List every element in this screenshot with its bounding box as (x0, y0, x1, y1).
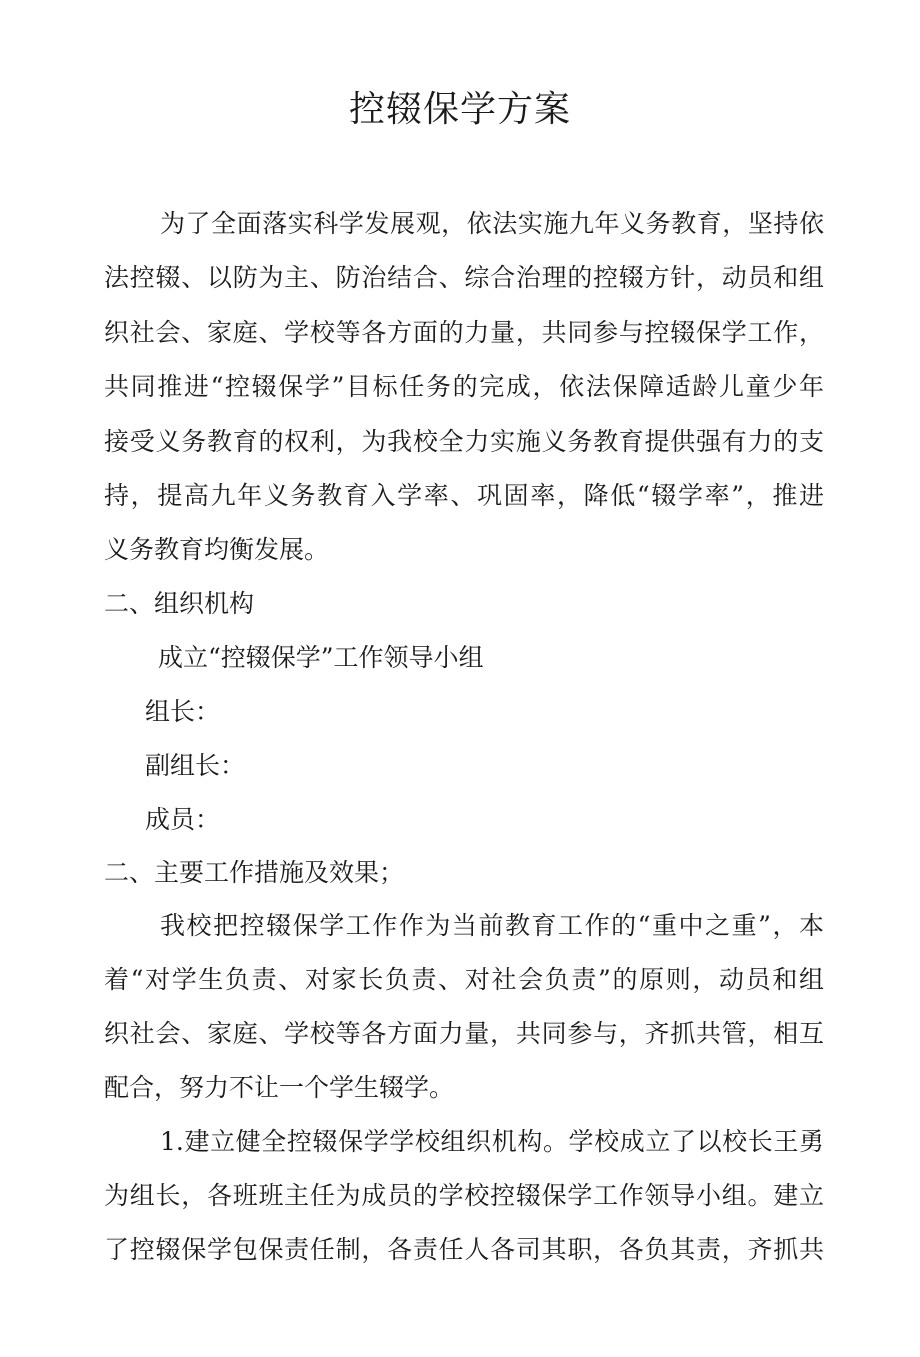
role-deputy-leader: 副组长： (145, 751, 246, 780)
measures-para1-line-1: 我校把控辍保学工作作为当前教育工作的“重中之重”，本 (160, 911, 824, 940)
intro-line-7: 义务教育均衡发展。 (104, 535, 330, 564)
section-org-item: 成立“控辍保学”工作领导小组 (158, 643, 484, 672)
intro-line-1: 为了全面落实科学发展观，依法实施九年义务教育，坚持依 (160, 209, 824, 238)
intro-line-2: 法控辍、以防为主、防治结合、综合治理的控辍方针，动员和组 (104, 263, 824, 292)
document-title: 控辍保学方案 (348, 89, 571, 130)
role-leader: 组长： (145, 697, 221, 726)
section-measures-heading: 二、主要工作措施及效果； (104, 858, 405, 887)
section-org-heading: 二、组织机构 (104, 589, 255, 618)
intro-line-3: 织社会、家庭、学校等各方面的力量，共同参与控辍保学工作， (104, 318, 824, 347)
measures-para1-line-2: 着“对学生负责、对家长负责、对社会负责”的原则，动员和组 (104, 965, 824, 994)
role-members: 成员： (145, 805, 221, 834)
intro-line-6: 持，提高九年义务教育入学率、巩固率，降低“辍学率”，推进 (104, 481, 824, 510)
measures-para1-line-3: 织社会、家庭、学校等各方面力量，共同参与，齐抓共管，相互 (104, 1019, 824, 1048)
intro-line-5: 接受义务教育的权利，为我校全力实施义务教育提供强有力的支 (104, 427, 824, 456)
measures-para2-line-2: 为组长，各班班主任为成员的学校控辍保学工作领导小组。建立 (104, 1181, 824, 1210)
measures-para2-line-3: 了控辍保学包保责任制，各责任人各司其职，各负其责，齐抓共 (104, 1235, 824, 1264)
intro-line-4: 共同推进“控辍保学”目标任务的完成，依法保障适龄儿童少年 (104, 372, 824, 401)
measures-para1-line-4: 配合，努力不让一个学生辍学。 (104, 1073, 455, 1102)
measures-para2-line-1: 1.建立健全控辍保学学校组织机构。学校成立了以校长王勇 (160, 1127, 824, 1156)
